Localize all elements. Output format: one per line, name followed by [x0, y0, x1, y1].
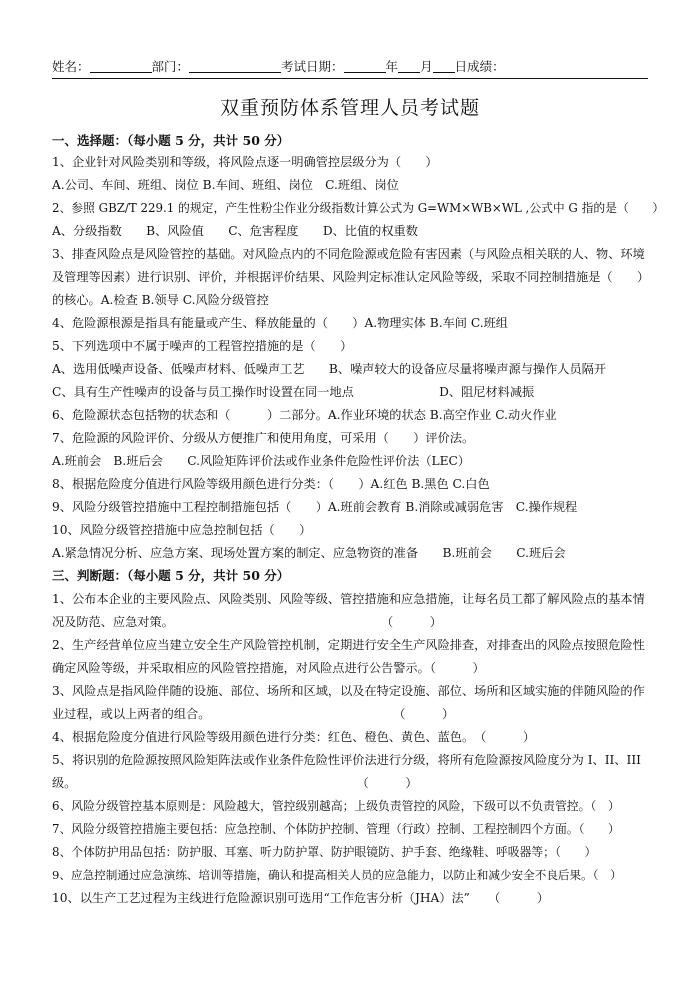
section-judge-heading: 三、判断题：（每小题 5 分，共计 50 分）	[52, 568, 290, 583]
judge-item: 3、风险点是指风险伴随的设施、部位、场所和区域，以及在特定设施、部位、场所和区域实施的伴随风险的作业过程，或以上两者的组合。 （ ）	[52, 684, 645, 721]
year-label: 年	[385, 59, 399, 74]
choice-line: 的核心。A.检查 B.领导 C.风险分级管控	[52, 293, 269, 307]
choice-line: A、分级指数 B、风险值 C、危害程度 D、比值的权重数	[52, 224, 418, 238]
choice-line: 2、参照 GBZ/T 229.1 的规定，产生性粉尘作业分级指数计算公式为 G=WM×WB×WL ,公式中 G 指的是（ ）	[52, 201, 665, 215]
name-label: 姓名：	[52, 59, 90, 74]
judge-item: 8、个体防护用品包括：防护服、耳塞、听力防护罩、防护眼镜防、护手套、绝缘鞋、呼吸器等；（ ）	[52, 845, 597, 859]
month-blank[interactable]	[398, 59, 420, 73]
judge-item: 9、应急控制通过应急演练、培训等措施，确认和提高相关人员的应急能力，以防止和减少安全不良后果。（ ）	[52, 868, 622, 882]
name-blank[interactable]	[90, 59, 152, 73]
choice-line: A.班前会 B.班后会 C.风险矩阵评价法或作业条件危险性评价法（LEC）	[52, 454, 471, 468]
dept-blank[interactable]	[189, 59, 281, 73]
choice-line: 4、危险源根源是指具有能量或产生、释放能量的（ ）A.物理实体 B.车间 C.班组	[52, 316, 508, 330]
page-title: 双重预防体系管理人员考试题	[219, 97, 480, 119]
choice-line: 8、根据危险度分值进行风险等级用颜色进行分类：（ ）A.红色 B.黑色 C.白色	[52, 477, 490, 491]
exam-header	[52, 58, 648, 79]
judge-item: 6、风险分级管控基本原则是：风险越大，管控级别越高；上级负责管控的风险，下级可以不负责管控。（ ）	[52, 799, 620, 813]
choice-line: A、选用低噪声设备、低噪声材料、低噪声工艺 B、噪声较大的设备应尽量将噪声源与操作人员隔开	[52, 362, 607, 376]
choice-line: 7、危险源的风险评价、分级从方便推广和使用角度，可采用（ ）评价法。	[52, 431, 475, 445]
choice-line: 3、排查风险点是风险管控的基础。对风险点内的不同危险源或危险有害因素（与风险点相关联的人、物、环境	[52, 247, 645, 261]
judge-item: 4、根据危险度分值进行风险等级用颜色进行分类：红色、橙色、黄色、蓝色。 （ ）	[52, 730, 536, 744]
dept-label: 部门：	[151, 59, 190, 74]
choice-line: 及管理等因素）进行识别、评价，并根据评价结果、风险判定标准认定风险等级，采取不同控制措施是（ ）	[52, 270, 650, 284]
judge-item: 5、将识别的危险源按照风险矩阵法或作业条件危险性评价法进行分级，将所有危险源按风险度分为 I、II、III 级。 （ ）	[52, 753, 641, 790]
choice-line: C、具有生产性噪声的设备与员工操作时设置在同一地点 D、阻尼材料减振	[52, 385, 535, 399]
day-blank[interactable]	[433, 59, 455, 73]
judge-item: 7、风险分级管控措施主要包括：应急控制、个体防护控制、管理（行政）控制、工程控制四个方面。（ ）	[52, 822, 620, 836]
judge-item: 10、以生产工艺过程为主线进行危险源识别可选用“工作危害分析（JHA）法” （ ）	[52, 891, 550, 905]
judge-item: 2、生产经营单位应当建立安全生产风险管控机制，定期进行安全生产风险排查，对排查出的风险点按照危险性确定风险等级，并采取相应的风险管控措施，对风险点进行公告警示。（ ）	[52, 638, 645, 675]
choice-line: 5、下列选项中不属于噪声的工程管控措施的是（ ）	[52, 339, 353, 353]
choice-line: 9、风险分级管控措施中工程控制措施包括（ ）A.班前会教育 B.消除或减弱危害 C.操作规程	[52, 500, 578, 514]
choice-line: 1、企业针对风险类别和等级，将风险点逐一明确管控层级分为（ ）	[52, 155, 438, 169]
month-label: 月	[420, 59, 433, 74]
choice-line: 10、风险分级管控措施中应急控制包括（ ）	[52, 523, 312, 537]
choice-line: A.公司、车间、班组、岗位 B.车间、班组、岗位 C.班组、岗位	[52, 178, 399, 192]
date-label: 考试日期：	[281, 59, 344, 74]
year-blank[interactable]	[344, 59, 386, 73]
score-label: 日成绩：	[454, 59, 505, 74]
judge-item: 1、公布本企业的主要风险点、风险类别、风险等级、管控措施和应急措施，让每名员工都了解风险点的基本情况及防范、应急对策。 （ ）	[52, 592, 645, 629]
choice-line: 6、危险源状态包括物的状态和（ ）二部分。A.作业环境的状态 B.高空作业 C.动火作业	[52, 408, 557, 422]
choice-line: A.紧急情况分析、应急方案、现场处置方案的制定、应急物资的准备 B.班前会 C.班后会	[52, 546, 566, 560]
section-choice-heading: 一、选择题：（每小题 5 分，共计 50 分）	[52, 133, 290, 148]
